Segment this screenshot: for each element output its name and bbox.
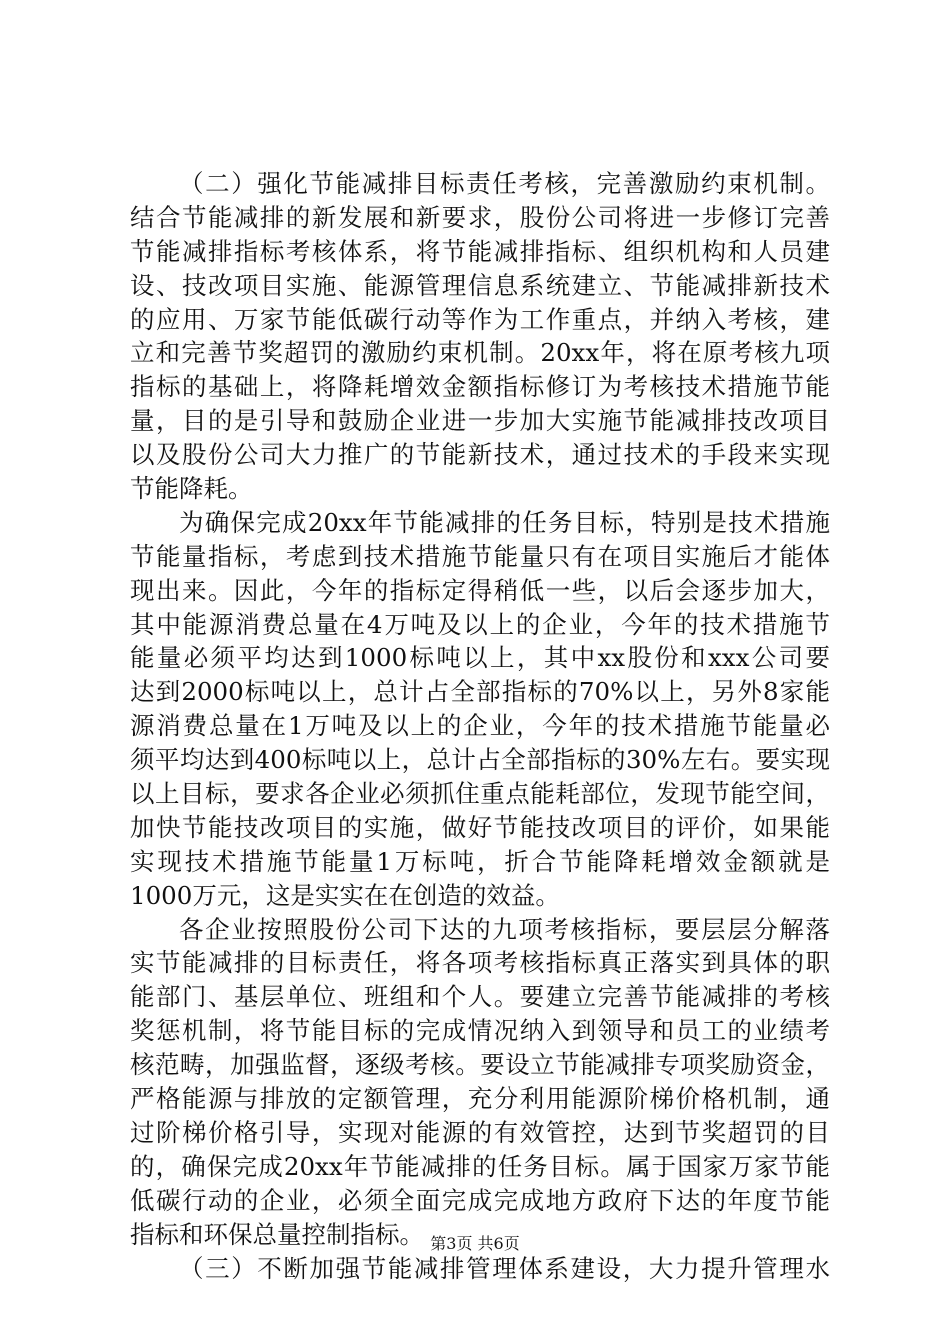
text-line: 实节能减排的目标责任，将各项考核指标真正落实到具体的职 xyxy=(130,948,830,978)
text-line: （三）不断加强节能减排管理体系建设，大力提升管理水 xyxy=(179,1253,830,1283)
text-line: 节能量指标，考虑到技术措施节能量只有在项目实施后才能体 xyxy=(130,541,830,571)
text-line: 现出来。因此，今年的指标定得稍低一些，以后会逐步加大， xyxy=(130,575,830,605)
text-line: 节能降耗。 xyxy=(130,474,253,504)
text-line: 指标和环保总量控制指标。 xyxy=(130,1219,424,1249)
text-line: 实现技术措施节能量1万标吨，折合节能降耗增效金额就是 xyxy=(130,846,830,876)
text-line: 为确保完成20xx年节能减排的任务目标，特别是技术措施 xyxy=(179,507,830,537)
text-line: 核范畴，加强监督，逐级考核。要设立节能减排专项奖励资金， xyxy=(130,1050,830,1080)
text-line: 奖惩机制，将节能目标的完成情况纳入到领导和员工的业绩考 xyxy=(130,1016,830,1046)
text-line: 的，确保完成20xx年节能减排的任务目标。属于国家万家节能 xyxy=(130,1151,830,1181)
text-line: 其中能源消费总量在4万吨及以上的企业，今年的技术措施节 xyxy=(130,609,830,639)
text-line: 的应用、万家节能低碳行动等作为工作重点，并纳入考核，建 xyxy=(130,304,830,334)
text-line: 设、技改项目实施、能源管理信息系统建立、节能减排新技术 xyxy=(130,270,830,300)
text-line: 立和完善节奖超罚的激励约束机制。20xx年，将在原考核九项 xyxy=(130,338,830,368)
text-line: 能部门、基层单位、班组和个人。要建立完善节能减排的考核 xyxy=(130,982,830,1012)
text-line: 量，目的是引导和鼓励企业进一步加大实施节能减排技改项目 xyxy=(130,406,830,436)
text-line: 各企业按照股份公司下达的九项考核指标，要层层分解落 xyxy=(179,914,830,944)
text-line: 达到2000标吨以上，总计占全部指标的70%以上，另外8家能 xyxy=(130,677,830,707)
text-line: （二）强化节能减排目标责任考核，完善激励约束机制。 xyxy=(179,169,830,198)
text-line: 指标的基础上，将降耗增效金额指标修订为考核技术措施节能 xyxy=(130,372,830,402)
text-line: 结合节能减排的新发展和新要求，股份公司将进一步修订完善 xyxy=(130,202,830,232)
text-line: 严格能源与排放的定额管理，充分利用能源阶梯价格机制，通 xyxy=(130,1084,830,1114)
text-line: 1000万元，这是实实在在创造的效益。 xyxy=(130,880,560,910)
document-body xyxy=(130,167,830,1285)
text-line: 须平均达到400标吨以上，总计占全部指标的30%左右。要实现 xyxy=(130,745,830,775)
text-line: 节能减排指标考核体系，将节能减排指标、组织机构和人员建 xyxy=(130,236,830,266)
page-number-footer: 第3页 共6页 xyxy=(430,1234,520,1253)
text-line: 源消费总量在1万吨及以上的企业，今年的技术措施节能量必 xyxy=(130,711,830,741)
text-line: 能量必须平均达到1000标吨以上，其中xx股份和xxx公司要 xyxy=(130,643,830,673)
text-line: 以上目标，要求各企业必须抓住重点能耗部位，发现节能空间， xyxy=(130,779,830,809)
text-line: 加快节能技改项目的实施，做好节能技改项目的评价，如果能 xyxy=(130,812,830,842)
text-line: 过阶梯价格引导，实现对能源的有效管控，达到节奖超罚的目 xyxy=(130,1117,830,1147)
text-line: 以及股份公司大力推广的节能新技术，通过技术的手段来实现 xyxy=(130,440,830,470)
text-line: 低碳行动的企业，必须全面完成完成地方政府下达的年度节能 xyxy=(130,1185,830,1215)
